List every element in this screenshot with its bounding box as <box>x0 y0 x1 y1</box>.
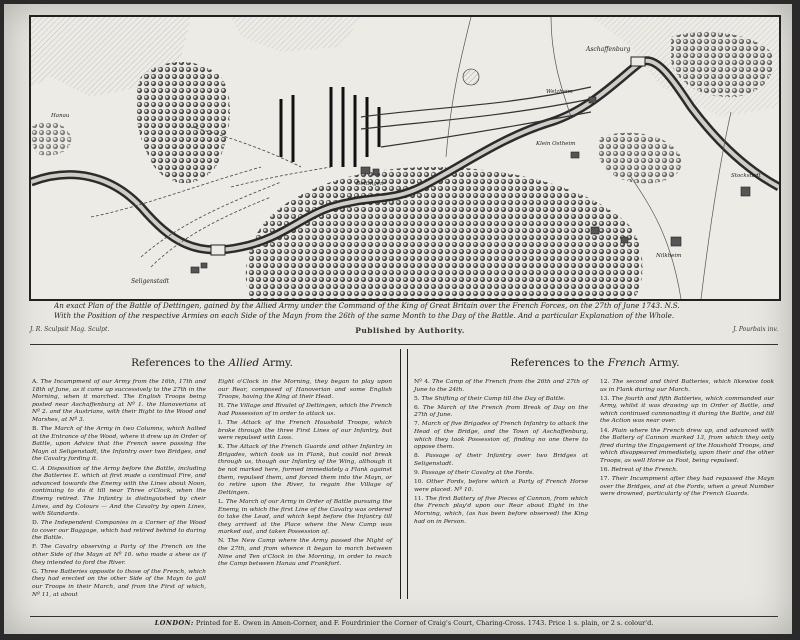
reference-text: March of five Brigades of French Infantry to attack the Head of the Bridge, and the Town of Aschaffenburg, which they took Possession of, finding no one there to oppose them. <box>414 421 588 451</box>
reference-key: 16. <box>600 467 610 474</box>
reference-key: B. <box>32 426 39 433</box>
label-stockstadt: Stockstadt <box>731 173 761 179</box>
label-hanau: Hanau <box>51 113 70 119</box>
reference-text: A Disposition of the Army before the Battle, including the Batteries E. which at first made a continual Fire, and advanced towards the Enemy with the Lines about Noon, continuing to do it till near Three o'Clock, when the Enemy retired. The Infantry is distinguished by cheir Lines, and by Colours — And the Cavalry by open Lines, with Standards. <box>32 465 206 518</box>
reference-key: 12. <box>600 379 610 385</box>
reference-text: The New Camp where the Army passed the Night of the 27th, and from whence it began to march between Nine and Ten o'Clock in the Morning, in order to reach the Camp between Hanau and Frankfort. <box>218 538 392 568</box>
battle-map <box>29 15 781 301</box>
reference-entry <box>218 538 392 568</box>
reference-text: The Incampment of our Army from the 16th, 17th and 18th of June, as it came up successively to the 27th in the Morning, when it marched. The English Troops being posted near Aschaffenburg at Nº 1. the Hanoverians at Nº 2. and the Austrians, with their Right to the Wood and Marshes, at Nº 3. <box>32 379 206 423</box>
reference-text: Other Fords, before which a Party of French Horse were placed. Nº 10. <box>414 479 588 493</box>
reference-text: Three Batteries opposite to those of the French, which they had erected on the other Side of the Mayn to gall our Troops in their March, and from the First of which, Nº 11, at about <box>32 568 206 598</box>
reference-entry <box>414 405 588 420</box>
reference-key: 7. <box>414 421 420 428</box>
map-drawing <box>31 17 779 299</box>
reference-entry <box>218 403 392 418</box>
imprint-footer <box>30 616 778 629</box>
french-references-column-1 <box>414 379 588 528</box>
reference-text: The Cavalry observing a Party of the French on the other Side of the Mayn at Nº 10. who made a shew as if they intended to ford the River. <box>32 544 206 566</box>
reference-text: The March of our Army in Order of Battle pursuing the Enemy, in which the first Line of the Cavalry was ordered to take the Lead, and which kept before the Infantry till they arrived at the Place where the New Camp was marked out, and taken Possession of. <box>218 498 392 536</box>
reference-key: G. <box>32 568 39 575</box>
reference-entry <box>414 379 588 394</box>
reference-entry <box>600 379 774 394</box>
reference-key: A. <box>32 379 39 385</box>
reference-entry <box>414 421 588 451</box>
reference-key: D. <box>32 520 39 527</box>
reference-text: Passage of their Cavalry at the Fords. <box>421 470 535 477</box>
allied-references-column-2 <box>218 379 392 570</box>
reference-key: L. <box>218 498 224 505</box>
label-dettingen: Dettingen <box>356 181 384 187</box>
reference-entry <box>218 499 392 537</box>
references-panel <box>30 344 778 607</box>
column-divider <box>400 349 408 599</box>
reference-entry <box>414 496 588 526</box>
reference-entry <box>32 544 206 567</box>
reference-entry <box>600 476 774 499</box>
reference-text: The Attack of the French Guards and other Infantry in Brigades, which took us in Flank, but could not break through us, though our Infantry of the Wing, although it be not marked here, formed immediately a Flank against them, repulsed them, and forced them into the Mayn, or to retire upon the River, to regain the Village of Dettingen. <box>218 444 393 496</box>
reference-text: The fourth and fifth Batteries, which commanded our Army, whilst it was drawing up in Order of Battle, and which continued cannonading it during the Battle, and till the Action was near over. <box>600 395 774 425</box>
reference-entry <box>32 426 206 464</box>
reference-entry <box>218 379 392 402</box>
designer-credit: J. Pourbaix inv. <box>733 326 778 333</box>
reference-key: K. <box>218 444 225 451</box>
caption-line-2: With the Position of the respective Armies on each Side of the Mayn from the 26th of the same Month to the Day of the Battle. And a particular Explanation of the Whole. <box>54 311 675 320</box>
label-klein-ostheim: Klein Ostheim <box>536 141 576 147</box>
reference-text: The Attack of the French Houshold Troops, which broke through the three First Lines of our Infantry, but were repulsed with Loss. <box>218 419 392 442</box>
reference-key: C. <box>32 465 39 472</box>
reference-text: The first Battery of five Pieces of Cannon, from which the French play'd upon our Rear about Eight in the Morning, which, (as has been before observed) the King had on in Person. <box>414 495 589 525</box>
reference-key: H. <box>218 403 226 410</box>
reference-key: N. <box>218 538 225 545</box>
reference-entry <box>218 420 392 443</box>
allied-references-column-1 <box>32 379 206 601</box>
label-aschaffenburg: Aschaffenburg <box>586 46 631 53</box>
reference-text: Plain where the French drew up, and advanced with the Battery of Cannon marked 13, from which they only fired during the Engagement of the Houshold Troops, and which disappeared immediately, upon their and the other Troops, as well Horse as Foot, being repulsed. <box>600 427 774 464</box>
reference-key: 6. <box>414 404 420 411</box>
reference-entry <box>32 569 206 599</box>
reference-entry <box>600 396 774 426</box>
reference-text: The Independent Companies in a Corner of the Wood to cover our Baggage, which had retired behind to during the Battle. <box>32 520 206 542</box>
reference-text: The Camp of the French from the 26th and 27th of June to the 24th. <box>414 379 588 393</box>
reference-entry <box>600 467 774 475</box>
bridge-aschaffenburg <box>631 57 645 66</box>
reference-entry <box>32 379 206 425</box>
engraver-credit: J. R. Sculpsit Mag. Sculpt. <box>30 326 110 333</box>
published-by-authority: Published by Authority. <box>355 326 465 335</box>
label-welzheim: Welzheim <box>546 89 573 95</box>
reference-text: Their Incampment after they had repassed the Mayn over the Bridges, and at the Fords, when a great Number were drowned, particularly of the French Guards. <box>600 476 774 498</box>
allied-references-title: References to the Allied Army. <box>131 357 293 369</box>
reference-key: 5. <box>414 395 420 402</box>
map-caption <box>54 301 774 321</box>
reference-entry <box>414 396 588 404</box>
reference-entry <box>32 520 206 543</box>
reference-key: 9. <box>414 470 420 477</box>
reference-text: The March of the Army in two Columns, which halted at the Entrance of the Wood, where it drew up in Order of Battle, upon Advice that the French were passing the Mayn at Seligenstadt, the Infantry over two Bridges, and the Cavalry fording it. <box>32 426 206 463</box>
reference-key: 11. <box>414 495 424 502</box>
reference-text: Eight o'Clock in the Morning, they began to play upon our Rear, composed of Hanoverian and some English Troops, having the King at their Head. <box>218 379 392 401</box>
reference-text: The Shifting of their Camp till the Day of Battle. <box>421 395 566 402</box>
reference-entry <box>600 428 774 466</box>
reference-text: Passage of their Infantry over two Bridges at Seligenstadt. <box>414 453 588 467</box>
french-references-title: References to the French Army. <box>510 357 680 369</box>
reference-text: The Village and Rivulet of Dettingen, which the French had Possession of in order to attack us. <box>218 403 392 417</box>
reference-entry <box>414 479 588 494</box>
credits-line <box>30 326 778 338</box>
reference-key: Nº 4. <box>414 379 430 385</box>
reference-key: 10. <box>414 479 424 486</box>
reference-key: I. <box>218 419 223 426</box>
reference-text: Retreat of the French. <box>611 467 678 474</box>
reference-text: The second and third Batteries, which likewise took us in Flank during our March. <box>600 379 775 393</box>
reference-text: The March of the French from Break of Day on the 27th of June. <box>414 404 589 419</box>
reference-key: 8. <box>414 453 420 460</box>
imprint-city: LONDON: <box>154 619 194 627</box>
reference-key: 14. <box>600 427 610 434</box>
french-references-column-2 <box>600 379 774 500</box>
reference-key: F. <box>32 544 38 551</box>
label-seligenstadt: Seligenstadt <box>131 278 170 285</box>
reference-key: 17. <box>600 476 610 483</box>
caption-line-1: An exact Plan of the Battle of Dettingen, gained by the Allied Army under the Command of the King of Great Britain over the French Forces, on the 27th of June 1743. N.S. <box>54 301 680 310</box>
engraved-sheet <box>4 4 792 634</box>
reference-entry <box>32 466 206 519</box>
imprint-text: Printed for E. Owen in Amen-Corner, and F. Fourdrinier the Corner of Craig's Court, Charing-Cross. 1743. Price 1 s. plain, or 2 s. colour'd. <box>195 619 654 627</box>
reference-entry <box>414 453 588 468</box>
reference-key: 13. <box>600 395 610 402</box>
reference-entry <box>218 444 392 497</box>
label-nilkheim: Nilkheim <box>656 253 682 259</box>
bridge-seligenstadt <box>211 245 225 255</box>
reference-entry <box>414 470 588 478</box>
